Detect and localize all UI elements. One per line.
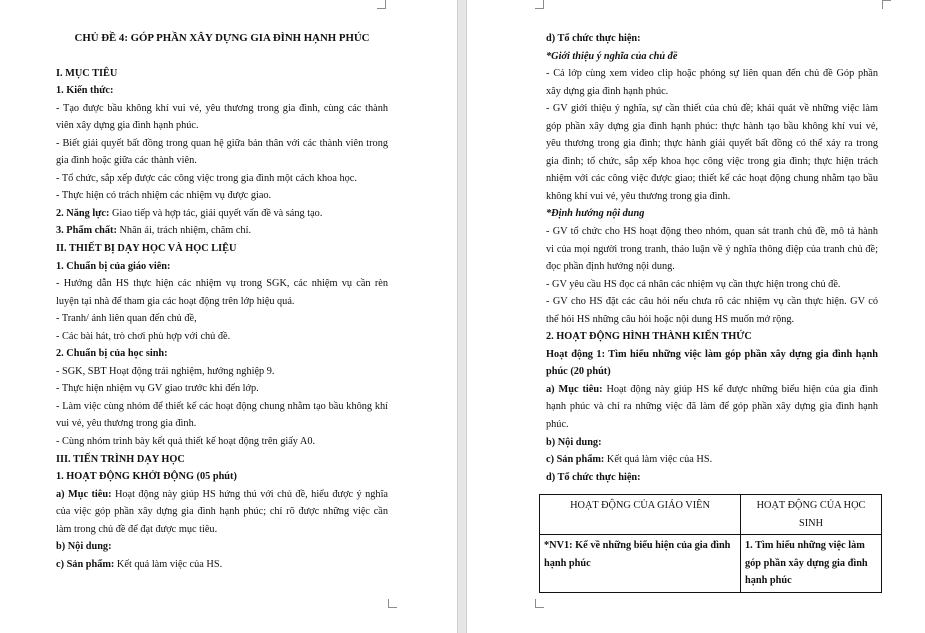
text-line	[546, 451, 878, 469]
heading-line: I. MỤC TIÊU	[56, 67, 118, 79]
crop-mark	[535, 0, 544, 9]
line-label: c) Sản phẩm:	[56, 558, 115, 570]
line-label: 2. Năng lực:	[56, 207, 110, 219]
crop-mark	[882, 0, 891, 9]
text-line: viên xây dựng gia đình hạnh phúc.	[56, 120, 199, 132]
text-line: - GV cho HS đặt các câu hỏi nếu chưa rõ các nhiệm vụ cần thực hiện. GV có	[546, 296, 878, 308]
text-line: - Thực hiện có trách nhiệm các nhiệm vụ được giao.	[56, 190, 272, 202]
text-line: gia đình; tổ chức, sắp xếp khoa học công việc trong gia đình; thực hiện trách	[546, 155, 878, 167]
line-value: Kết quả làm việc của HS.	[604, 454, 713, 466]
line-label: 3. Phẩm chất:	[56, 225, 117, 237]
line-value: Hoạt động này giúp HS hứng thú với chủ đề, hiểu được ý nghĩa	[111, 488, 388, 500]
table-header-row	[540, 495, 882, 535]
crop-mark	[388, 599, 397, 608]
table-cell-student: 1. Tìm hiểu những việc làm góp phần xây dựng gia đình hạnh phúc	[741, 535, 882, 593]
text-line: hạnh phúc và chỉ ra những việc đã làm để góp phần xây dựng gia đình hạnh	[546, 401, 878, 413]
table-header-student: HOẠT ĐỘNG CỦA HỌC SINH	[741, 495, 882, 535]
line-label: c) Sản phẩm:	[546, 454, 605, 466]
text-line: - Thực hiện nhiệm vụ GV giao trước khi đến lớp.	[56, 383, 259, 395]
text-line: làm trong chủ đề để đạt được mục tiêu.	[56, 523, 218, 535]
text-line	[56, 205, 388, 223]
heading-line: 1. Chuẩn bị của giáo viên:	[56, 260, 171, 272]
text-line: vi của mọi người trong tranh, thảo luận về ý nghĩa thông điệp của tranh chủ đề;	[546, 243, 878, 255]
text-line: luyện tại nhà để tham gia các hoạt động trên lớp hiệu quả.	[56, 295, 295, 307]
text-line: - Cả lớp cùng xem video clip hoặc phóng sự liên quan đến chủ đề Góp phần	[546, 68, 878, 80]
text-line: - GV giới thiệu ý nghĩa, sự cần thiết của chủ đề; khái quát về những việc làm	[546, 103, 878, 115]
text-line: - Hướng dẫn HS thực hiện các nhiệm vụ trong SGK, các nhiệm vụ cần rèn	[56, 278, 388, 290]
line-value: Kết quả làm việc của HS.	[114, 558, 223, 570]
text-line: - GV yêu cầu HS đọc cá nhân các nhiệm vụ cần thực hiện trong chủ đề.	[546, 278, 841, 290]
text-line: nhiệm với các công việc được giao; thiết kế các hoạt động chung nhằm tạo bầu	[546, 173, 878, 185]
text-line: - Các bài hát, trò chơi phù hợp với chủ đề.	[56, 330, 231, 342]
line-value: Nhân ái, trách nhiệm, chăm chỉ.	[116, 225, 252, 237]
table-header-teacher: HOẠT ĐỘNG CỦA GIÁO VIÊN	[540, 495, 741, 535]
heading-line: 2. HOẠT ĐỘNG HÌNH THÀNH KIẾN THỨC	[546, 331, 752, 343]
heading-line: d) Tổ chức thực hiện:	[546, 471, 641, 483]
heading-line: b) Nội dung:	[56, 541, 112, 553]
text-line: vui vẻ, yêu thương trong gia đình.	[56, 418, 197, 430]
text-line: - Cùng nhóm trình bày kết quả thiết kế hoạt động trên giấy A0.	[56, 436, 316, 448]
heading-line: III. TIẾN TRÌNH DẠY HỌC	[56, 453, 185, 465]
subheading-line: *Giới thiệu ý nghĩa của chủ đề	[546, 50, 678, 62]
line-label: a) Mục tiêu:	[56, 488, 112, 500]
heading-line: d) Tổ chức thực hiện:	[546, 33, 641, 44]
text-line: đọc phần định hướng nội dung.	[546, 261, 675, 273]
left-lines	[56, 65, 388, 574]
text-line	[56, 222, 388, 240]
text-line: xây dựng gia đình hạnh phúc.	[546, 85, 669, 97]
text-line: - Biết giải quyết bất đồng trong quan hệ giữa bản thân với các thành viên trong	[56, 137, 388, 149]
left-page	[0, 0, 458, 633]
heading-line: II. THIẾT BỊ DẠY HỌC VÀ HỌC LIỆU	[56, 243, 237, 255]
text-line: - Tổ chức, sắp xếp được các công việc trong gia đình một cách khoa học.	[56, 172, 357, 184]
table-cell-teacher: *NV1: Kể về những biểu hiện của gia đình hạnh phúc	[540, 535, 741, 593]
text-line: của việc góp phần xây dựng gia đình hạnh phúc; chỉ rõ được những việc cần	[56, 506, 388, 518]
heading-line: 2. Chuẩn bị của học sinh:	[56, 348, 168, 360]
table-row	[540, 535, 882, 593]
text-line: - SGK, SBT Hoạt động trải nghiệm, hướng nghiệp 9.	[56, 365, 275, 377]
line-label: a) Mục tiêu:	[546, 383, 603, 395]
crop-mark	[377, 0, 386, 9]
text-line: - Tranh/ ảnh liên quan đến chủ đề,	[56, 313, 197, 325]
text-line: - Làm việc cùng nhóm để thiết kế các hoạt động chung nhằm tạo bầu không khí	[56, 400, 388, 412]
activity-table	[539, 494, 882, 593]
line-value: Giao tiếp và hợp tác, giải quyết vấn đề và sáng tạo.	[109, 207, 323, 219]
subheading-line: *Định hướng nội dung	[546, 208, 645, 220]
document-title: CHỦ ĐỀ 4: GÓP PHẦN XÂY DỰNG GIA ĐÌNH HẠNH PHÚC	[74, 32, 370, 44]
text-line: yêu thương trong gia đình; thực hành giải quyết bất đồng có thể xảy ra trong	[546, 138, 878, 150]
text-line	[56, 556, 388, 574]
text-line	[546, 381, 878, 399]
text-line: góp phần xây dựng gia đình hạnh phúc: thực hành tạo bầu không khí vui vẻ,	[546, 120, 878, 132]
heading-line: 1. Kiến thức:	[56, 85, 114, 97]
crop-mark	[535, 599, 544, 608]
heading-line: 1. HOẠT ĐỘNG KHỞI ĐỘNG (05 phút)	[56, 471, 237, 483]
right-lines	[546, 30, 878, 486]
text-line: - Tạo được bầu không khí vui vẻ, yêu thương trong gia đình, cùng các thành	[56, 102, 388, 114]
text-line: phúc.	[546, 419, 569, 431]
text-line: - GV tổ chức cho HS hoạt động theo nhóm, quan sát tranh chủ đề, mô tả hành	[546, 226, 878, 238]
line-value: Hoạt động này giúp HS kể được những biểu hiện của gia đình	[602, 383, 878, 395]
heading-line: Hoạt động 1: Tìm hiểu những việc làm góp phần xây dựng gia đình hạnh	[546, 348, 878, 360]
heading-line: phúc (20 phút)	[546, 366, 611, 378]
left-page-content	[56, 30, 388, 573]
text-line: không khí vui vẻ, yêu thương trong gia đình.	[546, 190, 731, 202]
text-line: thể hỏi HS những câu hỏi hoặc nội dung HS muốn mở rộng.	[546, 313, 795, 325]
text-line	[56, 486, 388, 504]
text-line: gia đình hoặc giữa các thành viên.	[56, 155, 197, 167]
heading-line: b) Nội dung:	[546, 436, 602, 448]
spacer	[56, 48, 388, 65]
right-page-content	[546, 30, 878, 486]
